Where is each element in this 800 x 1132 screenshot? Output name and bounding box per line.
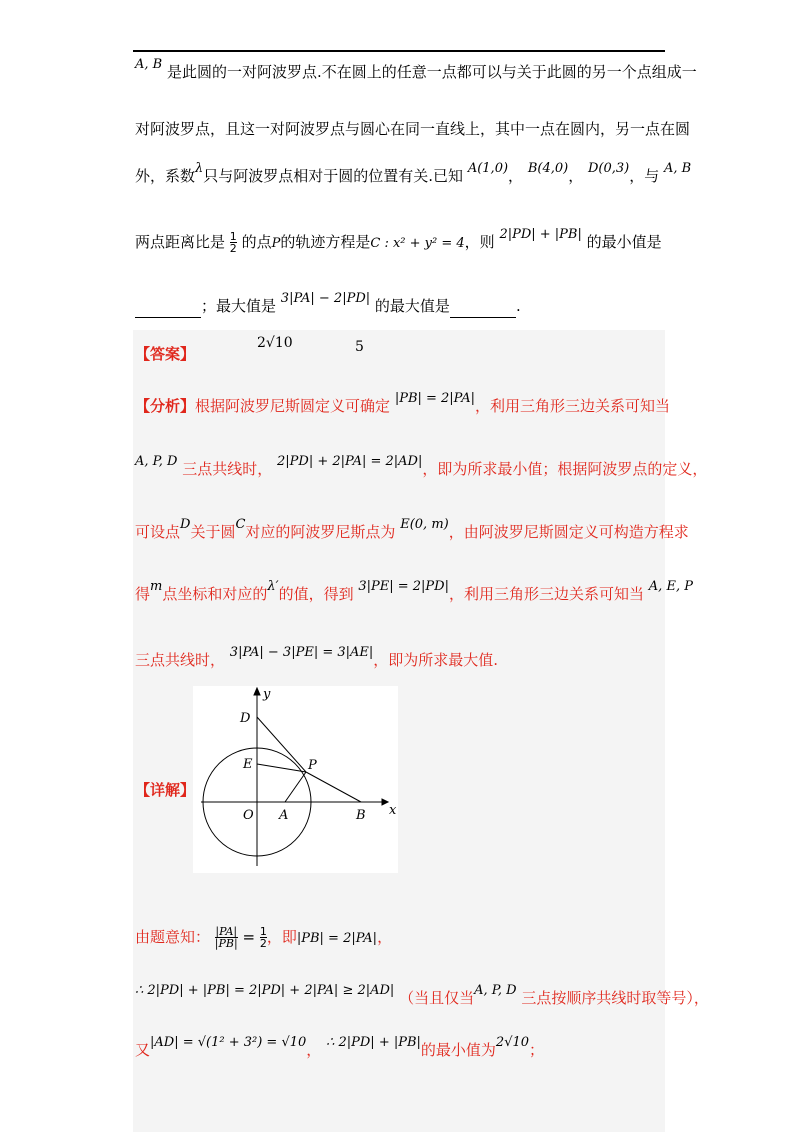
label-b: B — [356, 808, 366, 823]
analysis-text: 得 — [135, 585, 151, 603]
analysis-label: 【分析】 — [135, 397, 196, 415]
expr: 3|PE| = 2|PD| — [358, 579, 449, 594]
detail-text: ，即 — [266, 928, 297, 946]
problem-text: 只与阿波罗点相对于圆的位置有关.已知 — [203, 167, 464, 185]
detail-text: ， — [306, 1041, 322, 1059]
analysis-line-5 — [135, 645, 499, 672]
problem-text: 的点 — [241, 233, 272, 251]
problem-text: 对阿波罗点，且这一对阿波罗点与圆心在同一直线上，其中一点在圆内，另一点在圆 — [135, 120, 691, 138]
segment-ap — [285, 772, 306, 802]
points-aep: A, E, P — [648, 579, 693, 594]
fraction-pa-pb — [215, 926, 238, 949]
detail-line-3 — [135, 1035, 545, 1062]
var-m: m — [150, 579, 163, 594]
detail-text: ， — [377, 928, 393, 946]
expr: 3|PA| − 3|PE| = 3|AE| — [229, 645, 374, 660]
fraction-one-half — [260, 926, 267, 949]
header-rule — [133, 50, 665, 52]
analysis-line-4 — [135, 579, 693, 606]
expr: 2|PD| + 2|PA| = 2|AD| — [277, 454, 423, 469]
expr-max: 3|PA| − 2|PD| — [280, 291, 371, 306]
answer-blank-1 — [135, 303, 201, 318]
label-y: y — [263, 687, 271, 702]
points-apd: A, P, D — [474, 983, 517, 998]
answer-value-2: 5 — [355, 339, 364, 355]
analysis-line-2 — [135, 454, 708, 481]
problem-text: ，与 — [629, 167, 660, 185]
analysis-text: ，由阿波罗尼斯圆定义可构造方程求 — [448, 523, 689, 541]
analysis-text: ，即为所求最小值；根据阿波罗点的定义， — [422, 460, 708, 478]
problem-text: ，则 — [464, 233, 495, 251]
problem-text: 两点距离比是 — [135, 233, 226, 251]
label-o: O — [243, 808, 254, 823]
point-a-coord: A(1,0) — [467, 161, 509, 176]
analysis-line-1 — [135, 391, 671, 418]
expr: |PB| = 2|PA| — [394, 391, 476, 406]
analysis-text: 根据阿波罗尼斯圆定义可确定 — [195, 397, 391, 415]
expr: ∴ 2|PD| + |PB| — [326, 1035, 421, 1050]
problem-line-3: 外，系数λ只与阿波罗点相对于圆的位置有关.已知 A(1,0)， B(4,0)， D(0,3)，与 A, B — [135, 161, 692, 185]
detail-text: 又 — [135, 1041, 151, 1059]
expr: ∴ 2|PD| + |PB| = 2|PD| + 2|PA| ≥ 2|AD| — [135, 983, 395, 998]
point-d: D — [180, 517, 191, 532]
expr: |PB| = 2|PA| — [296, 931, 378, 946]
expr-min: 2|PD| + |PB| — [499, 227, 582, 242]
segment-pb — [306, 772, 361, 802]
detail-text: 由题意知： — [135, 928, 211, 946]
analysis-text: ，利用三角形三边关系可知当 — [475, 397, 671, 415]
fraction-one-half — [230, 231, 237, 254]
equals: = — [242, 928, 256, 946]
denominator: 2 — [259, 937, 267, 950]
numerator: 1 — [259, 925, 267, 938]
problem-text: ；最大值是 — [201, 297, 277, 315]
analysis-text: ，即为所求最大值. — [373, 651, 499, 669]
min-value: 2√10 — [495, 1035, 530, 1050]
period: . — [515, 297, 521, 315]
label-x: x — [389, 803, 397, 818]
expr: |AD| = √(1² + 3²) = √10 — [150, 1035, 307, 1050]
label-d: D — [240, 711, 251, 726]
points-apd: A, P, D — [135, 454, 178, 469]
analysis-text: 关于圆 — [190, 523, 236, 541]
problem-text: 的最小值是 — [586, 233, 662, 251]
points-ab: A, B — [664, 161, 692, 176]
problem-text: 外，系数 — [135, 167, 196, 185]
analysis-line-3 — [135, 517, 689, 544]
detail-text: ； — [529, 1041, 545, 1059]
detail-line-2 — [135, 983, 709, 1010]
denominator: 2 — [229, 242, 237, 255]
analysis-text: 三点共线时， — [135, 651, 226, 669]
answer-blank-2 — [450, 303, 516, 318]
lambda-prime: λ′ — [267, 579, 279, 594]
point-d-coord: D(0,3) — [587, 161, 630, 176]
numerator: |PA| — [215, 925, 238, 938]
label-p: P — [308, 758, 317, 773]
denominator: |PB| — [214, 937, 238, 950]
detail-text: （当且仅当 — [399, 989, 475, 1007]
detail-text: 三点按顺序共线时取等号）， — [521, 989, 709, 1007]
analysis-text: 的值，得到 — [278, 585, 354, 603]
detail-line-1 — [135, 926, 392, 949]
numerator: 1 — [229, 230, 237, 243]
points-ab: A, B — [135, 57, 163, 72]
segment-dp — [257, 717, 306, 772]
analysis-text: 三点共线时， — [182, 460, 273, 478]
y-axis-arrow — [254, 688, 260, 695]
analysis-text: ，利用三角形三边关系可知当 — [449, 585, 645, 603]
x-axis-arrow — [382, 799, 388, 805]
circle-c: C — [235, 517, 246, 532]
geometry-figure — [193, 686, 398, 873]
problem-line-5 — [135, 291, 521, 318]
label-e: E — [243, 757, 253, 772]
problem-line-2 — [135, 119, 690, 139]
problem-text: 是此圆的一对阿波罗点.不在圆上的任意一点都可以与关于此圆的另一个点组成一 — [167, 63, 697, 81]
problem-line-4 — [135, 227, 662, 255]
problem-text: 的最大值是 — [374, 297, 450, 315]
analysis-text: 点坐标和对应的 — [162, 585, 268, 603]
analysis-text: 可设点 — [135, 523, 181, 541]
label-a: A — [279, 808, 289, 823]
lambda-symbol: λ — [195, 161, 204, 176]
circle-equation: C : x² + y² = 4 — [370, 236, 465, 251]
answer-label: 【答案】 — [135, 345, 196, 363]
point-b-coord: B(4,0) — [527, 161, 569, 176]
detail-text: 的最小值为 — [420, 1041, 496, 1059]
problem-text: 的轨迹方程是 — [280, 233, 371, 251]
point-e: E(0, m) — [400, 517, 449, 532]
analysis-text: 对应的阿波罗尼斯点为 — [245, 523, 396, 541]
detail-label: 【详解】 — [135, 781, 196, 799]
problem-line-1 — [135, 57, 697, 84]
point-p: P — [271, 236, 281, 251]
answer-value-1: 2√10 — [257, 335, 293, 351]
